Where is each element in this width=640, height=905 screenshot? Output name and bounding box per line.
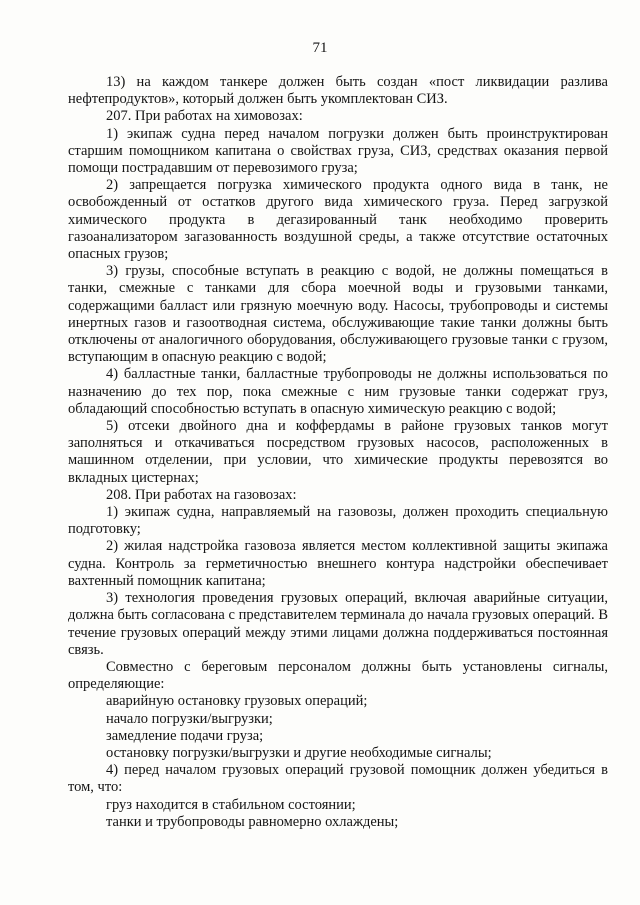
paragraph-207-4: 4) балластные танки, балластные трубопроводы не должны использоваться по назначению до тех пор, пока смежные с ним грузовые танки содержат груз, обладающий способностью вступать в опасную химическую реакцию с водой; (68, 366, 608, 417)
paragraph-signals-intro: Совместно с береговым персоналом должны быть установлены сигналы, определяющие: (68, 658, 608, 693)
paragraph-207-5: 5) отсеки двойного дна и коффердамы в районе грузовых танков могут заполняться и откачиваться посредством грузовых насосов, расположенных в машинном отделении, при условии, что химические продукты перевозятся во вкладных цистернах; (68, 418, 608, 486)
paragraph-208-3: 3) технология проведения грузовых операций, включая аварийные ситуации, должна быть согласована с представителем терминала до начала грузовых операций. В течение грузовых операций между этими лицами должна поддерживаться постоянная связь. (68, 590, 608, 658)
paragraph-208-4: 4) перед началом грузовых операций грузовой помощник должен убедиться в том, что: (68, 762, 608, 796)
list-item: груз находится в стабильном состоянии; (106, 796, 356, 813)
page-number: 71 (312, 40, 328, 56)
list-item: начало погрузки/выгрузки; (106, 710, 273, 727)
paragraph-207-3: 3) грузы, способные вступать в реакцию с водой, не должны помещаться в танки, смежные с танками для сбора моечной воды и грузовыми танками, содержащими балласт или грязную моечную воду. Насосы, трубопроводы и системы инертных газов и газоотводная система, обслуживающие такие танки должны быть отключены от аналогичного оборудования, обслуживающего грузовые танки с грузом, вступающим в опасную реакцию с водой; (68, 263, 608, 366)
list-item: аварийную остановку грузовых операций; (106, 693, 368, 710)
list-item: остановку погрузки/выгрузки и другие необходимые сигналы; (106, 744, 492, 761)
paragraph-207-2: 2) запрещается погрузка химического продукта одного вида в танк, не освобожденный от остатков другого вида химического груза. Перед загрузкой химического продукта в дегазированный танк необходимо проверить газоанализатором загазованность воздушной среды, а также отсутствие остаточных опасных грузов; (68, 177, 608, 263)
paragraph-208-1: 1) экипаж судна, направляемый на газовозы, должен проходить специальную подготовку; (68, 504, 608, 538)
body-text (68, 74, 608, 831)
section-207-heading: 207. При работах на химовозах: (106, 108, 303, 125)
list-item: танки и трубопроводы равномерно охлаждены; (106, 813, 399, 830)
list-item: замедление подачи груза; (106, 727, 264, 744)
section-208-heading: 208. При работах на газовозах: (106, 486, 297, 503)
paragraph-208-2: 2) жилая надстройка газовоза является местом коллективной защиты экипажа судна. Контроль за герметичностью внешнего контура надстройки обеспечивает вахтенный помощник капитана; (68, 538, 608, 589)
paragraph-13: 13) на каждом танкере должен быть создан «пост ликвидации разлива нефтепродуктов», который должен быть укомплектован СИЗ. (68, 74, 608, 108)
paragraph-207-1: 1) экипаж судна перед началом погрузки должен быть проинструктирован старшим помощником капитана о свойствах груза, СИЗ, средствах оказания первой помощи пострадавшим от перевозимого груза; (68, 125, 608, 177)
